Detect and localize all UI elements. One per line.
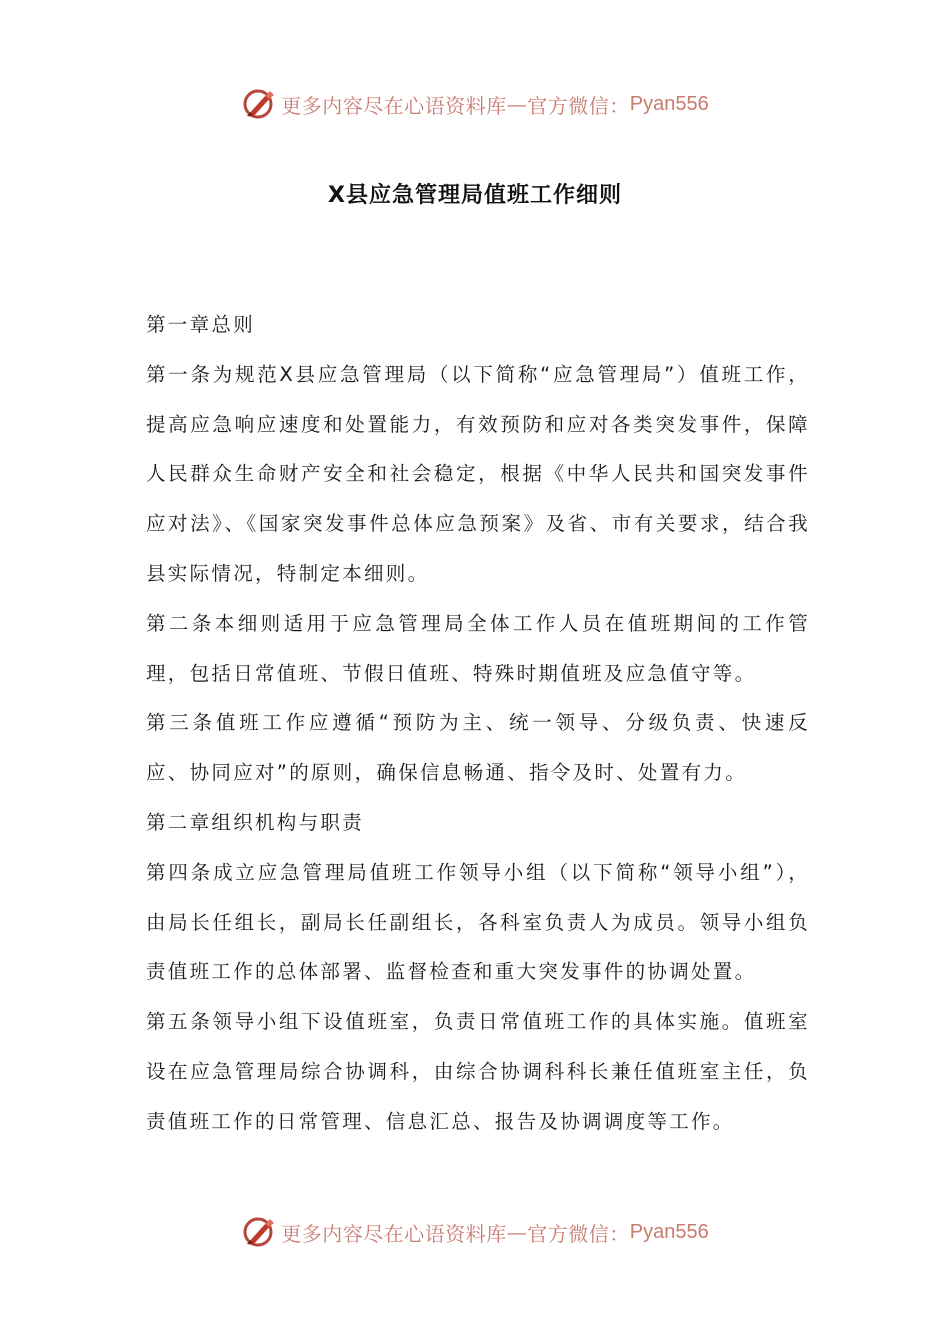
article-paragraph: 第四条成立应急管理局值班工作领导小组（以下简称“领导小组”），由局长任组长，副局长任副组长，各科室负责人为成员。领导小组负责值班工作的总体部署、监督检查和重大突发事件的协调处置。 — [146, 860, 810, 984]
watermark-text: 更多内容尽在心语资料库 — [281, 1221, 507, 1246]
watermark-separator: — — [506, 92, 528, 116]
pen-logo-icon — [241, 86, 277, 122]
document-body — [146, 300, 810, 1147]
article-paragraph: 第二条本细则适用于应急管理局全体工作人员在值班期间的工作管理，包括日常值班、节假日值班、特殊时期值班及应急值守等。 — [146, 611, 810, 685]
watermark-wechat-id: Pyan556 — [629, 92, 709, 115]
footer-watermark-banner — [0, 1212, 950, 1252]
watermark-separator: — — [506, 1220, 528, 1244]
chapter-heading: 第一章总则 — [146, 313, 256, 336]
chapter-heading: 第二章组织机构与职责 — [146, 810, 365, 834]
article-paragraph: 第一条为规范X县应急管理局（以下简称“应急管理局”）值班工作，提高应急响应速度和处置能力，有效预防和应对各类突发事件，保障人民群众生命财产安全和社会稳定，根据《中华人民共和国突发事件应对法》、《国家突发事件总体应急预案》及省、市有关要求，结合我县实际情况，特制定本细则。 — [146, 362, 810, 585]
header-watermark-banner — [0, 84, 950, 124]
article-paragraph: 第三条值班工作应遵循“预防为主、统一领导、分级负责、快速反应、协同应对”的原则，确保信息畅通、指令及时、处置有力。 — [146, 711, 810, 785]
watermark-wechat-label: 官方微信： — [527, 1221, 630, 1246]
pen-logo-icon — [241, 1214, 277, 1250]
document-title: X县应急管理局值班工作细则 — [328, 183, 622, 208]
watermark-wechat-label: 官方微信： — [527, 93, 630, 118]
watermark-text: 更多内容尽在心语资料库 — [281, 93, 507, 118]
watermark-wechat-id: Pyan556 — [629, 1220, 709, 1243]
article-paragraph: 第五条领导小组下设值班室，负责日常值班工作的具体实施。值班室设在应急管理局综合协调科，由综合协调科科长兼任值班室主任，负责值班工作的日常管理、信息汇总、报告及协调调度等工作。 — [146, 1010, 810, 1133]
